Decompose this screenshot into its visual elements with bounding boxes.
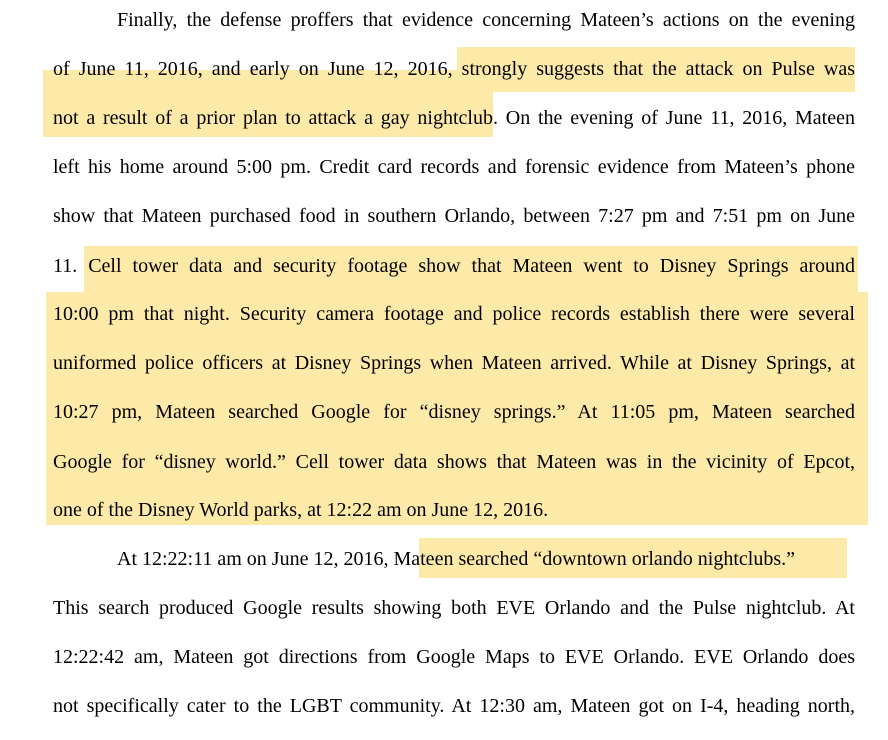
paragraph-1-line-8 xyxy=(53,351,855,375)
highlighted-text: not a result of a prior plan to attack a gay nightclub xyxy=(53,107,493,129)
highlighted-text: one of the Disney World parks, at 12:22 am on June 12, 2016. xyxy=(53,499,549,521)
body-text: 12:22:42 am, Mateen got directions from Google Maps to EVE Orlando. EVE Orlando does xyxy=(53,646,855,668)
paragraph-1-line-2 xyxy=(53,57,855,81)
plain-text: 11. xyxy=(53,255,89,277)
paragraph-1-line-9 xyxy=(53,400,855,424)
paragraph-2-line-2 xyxy=(53,596,855,620)
paragraph-2-line-4 xyxy=(53,694,855,718)
body-text: show that Mateen purchased food in southern Orlando, between 7:27 pm and 7:51 pm on June xyxy=(53,205,855,227)
paragraph-1-line-5 xyxy=(53,204,855,228)
plain-text: At 12:22:11 am on June 12, 2016, xyxy=(117,548,394,570)
paragraph-2-line-1 xyxy=(117,547,855,571)
highlighted-text: Google for “disney world.” Cell tower data shows that Mateen was in the vicinity of Epcot, xyxy=(53,451,855,473)
paragraph-1-line-7 xyxy=(53,302,855,326)
plain-text: of June 11, 2016, and early on June 12, 2016, xyxy=(53,58,462,80)
highlighted-text: 10:00 pm that night. Security camera footage and police records establish there were several xyxy=(53,303,855,325)
paragraph-1-line-11 xyxy=(53,498,855,522)
paragraph-1-line-1: Finally, the defense proffers that evidence concerning Mateen’s actions on the evening xyxy=(117,9,855,31)
paragraph-2-line-3 xyxy=(53,645,855,669)
paragraph-1-line-6 xyxy=(53,254,855,278)
paragraph-1-line-10 xyxy=(53,450,855,474)
body-text: This search produced Google results showing both EVE Orlando and the Pulse nightclub. At xyxy=(53,597,855,619)
highlighted-text: Mateen searched “downtown orlando nightclubs.” xyxy=(393,548,796,570)
plain-text: . On the evening of June 11, 2016, Mateen xyxy=(492,107,855,129)
highlighted-text: Cell tower data and security footage show that Mateen went to Disney Springs around xyxy=(88,255,855,277)
highlighted-text: uniformed police officers at Disney Springs when Mateen arrived. While at Disney Springs, at xyxy=(53,352,855,374)
highlighted-text: 10:27 pm, Mateen searched Google for “disney springs.” At 11:05 pm, Mateen searched xyxy=(53,401,855,423)
body-text: left his home around 5:00 pm. Credit card records and forensic evidence from Mateen’s phone xyxy=(53,156,855,178)
paragraph-1-line-3 xyxy=(53,106,855,130)
highlighted-text: strongly suggests that the attack on Pulse was xyxy=(461,58,855,80)
body-text: not specifically cater to the LGBT community. At 12:30 am, Mateen got on I-4, heading north, xyxy=(53,695,855,717)
paragraph-1-line-4 xyxy=(53,155,855,179)
